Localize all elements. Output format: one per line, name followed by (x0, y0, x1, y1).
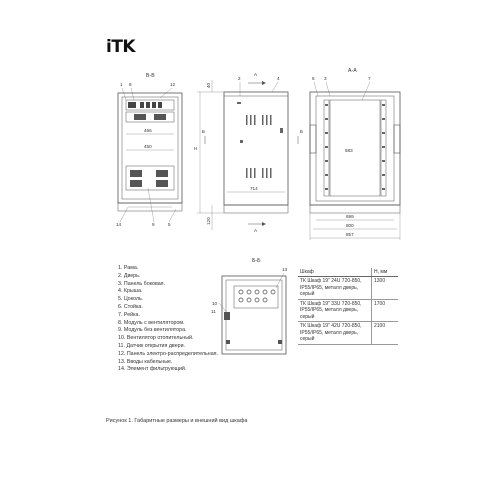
legend-item: 10. Вентилятор отопительный. (118, 335, 194, 342)
callout-4: 4 (277, 76, 280, 81)
legend-item: 2. Дверь. (118, 272, 141, 279)
spec-cell-h: 1300 (372, 277, 399, 300)
dim-120: 120 (206, 217, 211, 225)
section-mark-a-top: А (254, 72, 258, 77)
legend-item: 13. Вводы кабельные. (118, 358, 173, 365)
legend-item: 3. Панель боковая. (118, 280, 166, 287)
dim-800: 800 (346, 223, 354, 228)
callout-8: 8 (129, 82, 132, 87)
legend-item: 8. Модуль с вентилятором. (118, 319, 185, 326)
callout-14: 14 (116, 222, 122, 227)
legend-item: 9. Модуль без вентилятора. (118, 327, 187, 334)
callout-1: 1 (120, 82, 123, 87)
section-mark-a-bottom: А (254, 228, 258, 233)
legend-item: 4. Крыша. (118, 288, 143, 295)
table-row (298, 277, 398, 300)
front-view (116, 73, 182, 227)
callout-10: 10 (212, 301, 218, 306)
spec-cell-name: ТК Шкаф 19" 42U 720-850, IP55/IP65, металл дверь, серый (298, 322, 372, 345)
logo-text: iTK (106, 37, 136, 57)
section-mark-b-left: Б (202, 129, 206, 134)
dim-h: H (194, 146, 198, 151)
legend-list (118, 265, 298, 374)
spec-cell-name: ТК Шкаф 19" 33U 720-850, IP55/IP65, металл дверь, серый (298, 299, 372, 322)
section-view-title: Б-Б (252, 258, 261, 264)
callout-11: 11 (211, 309, 216, 314)
dim-699: 699 (346, 214, 354, 219)
front-view-title: В-В (146, 73, 155, 79)
legend-item: 14. Элемент фильтрующий. (118, 366, 187, 373)
side-view (194, 72, 303, 233)
dim-714: 714 (250, 186, 258, 191)
callout-9: 9 (152, 222, 155, 227)
fan-icon (128, 102, 136, 108)
callout-13: 13 (282, 267, 288, 272)
callout-3: 3 (324, 76, 327, 81)
spec-header-name: Шкаф (298, 268, 372, 277)
rear-view-title: А-А (348, 68, 357, 74)
legend-item: 7. Рейка. (118, 311, 140, 318)
spec-cell-h: 1700 (372, 299, 399, 322)
legend-item: 1. Рама. (118, 265, 139, 271)
dim-857: 857 (346, 232, 354, 237)
legend-item: 11. Датчик открытия двери. (118, 342, 186, 349)
spec-cell-h: 2100 (372, 322, 399, 345)
section-mark-b-right: Б (300, 129, 304, 134)
table-row (298, 322, 398, 345)
figure-caption: Рисунок 1. Габаритные размеры и внешний вид шкафа (106, 418, 248, 424)
callout-6: 6 (312, 76, 315, 81)
spec-header-h: H, мм (372, 268, 399, 277)
dim-583: 583 (345, 148, 353, 153)
callout-2: 2 (238, 76, 241, 81)
dim-40: 40 (206, 82, 211, 88)
callout-12: 12 (170, 82, 176, 87)
dim-466: 466 (144, 128, 152, 133)
spec-cell-name: ТК Шкаф 19" 24U 720-850, IP55/IP65, металл дверь, серый (298, 277, 372, 300)
rear-view (310, 68, 400, 240)
rear-frame (310, 92, 400, 205)
legend-item: 6. Стойка. (118, 303, 143, 310)
dim-450: 450 (144, 144, 152, 149)
table-row (298, 299, 398, 322)
callout-5: 5 (168, 222, 171, 227)
legend-item: 5. Цоколь. (118, 296, 144, 303)
callout-7: 7 (368, 76, 371, 81)
legend-item: 12. Панель электро-распределительная. (118, 350, 218, 357)
spec-table (298, 268, 398, 345)
